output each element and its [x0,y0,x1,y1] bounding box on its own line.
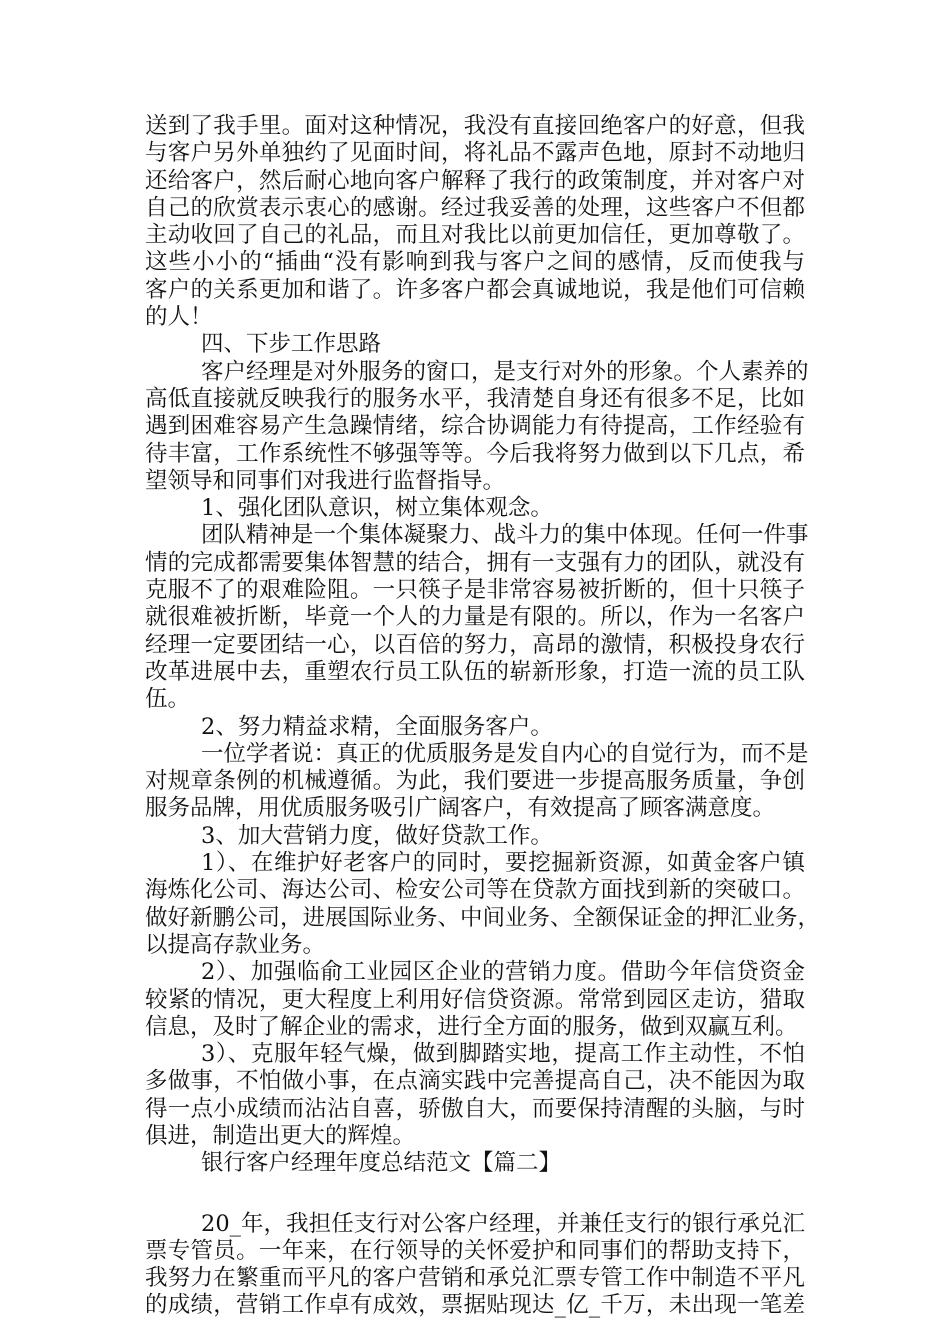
text-line: 望领导和同事们对我进行监督指导。 [145,467,506,494]
text-line: 送到了我手里。面对这种情况，我没有直接回绝客户的好意，但我 [145,113,805,139]
text-line: 20_年，我担任支行对公客户经理，并兼任支行的银行承兑汇 [201,1210,805,1237]
text-line: 情的完成都需要集体智慧的结合，拥有一支强有力的团队，就没有 [145,549,805,576]
text-line: 遇到困难容易产生急躁情绪，综合协调能力有待提高，工作经验有 [145,413,805,440]
text-line: 经理一定要团结一心，以百倍的努力，高昂的激情，积极投身农行 [145,631,805,658]
article-title: 银行客户经理年度总结范文【篇二】 [201,1150,562,1177]
subsection-heading: 1、强化团队意识，树立集体观念。 [201,495,553,522]
text-line: 主动收回了自己的礼品，而且对我比以前更加信任，更加尊敬了。 [145,222,805,249]
text-line: 就很难被折断，毕竟一个人的力量是有限的。所以，作为一名客户 [145,604,805,631]
text-line: 伍。 [145,686,191,713]
text-line: 得一点小成绩而沾沾自喜，骄傲自大，而要保持清醒的头脑，与时 [145,1095,805,1122]
text-line: 一位学者说：真正的优质服务是发自内心的自觉行为，而不是 [201,740,809,767]
text-line: 客户经理是对外服务的窗口，是支行对外的形象。个人素养的 [201,358,809,385]
text-line: 多做事，不怕做小事，在点滴实践中完善提高自己，决不能因为取 [145,1068,805,1095]
text-line: 的人！ [145,304,213,331]
text-line: 票专管员。一年来，在行领导的关怀爱护和同事们的帮助支持下， [145,1237,805,1264]
text-line: 海炼化公司、海达公司、检安公司等在贷款方面找到新的突破口。 [145,877,805,904]
section-heading: 四、下步工作思路 [201,331,382,358]
text-line: 较紧的情况，更大程度上利用好信贷资源。常常到园区走访，猎取 [145,986,805,1013]
text-line: 3）、克服年轻气燥，做到脚踏实地，提高工作主动性，不怕 [201,1041,805,1068]
text-line: 对规章条例的机械遵循。为此，我们要进一步提高服务质量，争创 [145,768,805,795]
text-line: 1）、在维护好老客户的同时，要挖掘新资源，如黄金客户镇 [201,850,805,877]
text-line: 与客户另外单独约了见面时间，将礼品不露声色地，原封不动地归 [145,140,805,167]
text-line: 克服不了的艰难险阻。一只筷子是非常容易被折断的，但十只筷子 [145,577,805,604]
text-line: 改革进展中去，重塑农行员工队伍的崭新形象，打造一流的员工队 [145,658,805,685]
text-line: 以提高存款业务。 [145,931,326,958]
text-line: 自己的欣赏表示衷心的感谢。经过我妥善的处理，这些客户不但都 [145,194,805,221]
subsection-heading: 2、努力精益求精，全面服务客户。 [201,713,553,740]
text-line: 我努力在繁重而平凡的客户营销和承兑汇票专管工作中制造不平凡 [145,1265,805,1292]
text-line: 团队精神是一个集体凝聚力、战斗力的集中体现。任何一件事 [201,522,809,549]
text-line: 客户的关系更加和谐了。许多客户都会真诚地说，我是他们可信赖 [145,276,805,303]
text-line: 这些小小的“插曲“没有影响到我与客户之间的感情，反而使我与 [145,249,805,276]
subsection-heading: 3、加大营销力度，做好贷款工作。 [201,822,553,849]
text-line: 的成绩，营销工作卓有成效，票据贴现达_亿_千万，未出现一笔差 [145,1292,805,1319]
text-line: 信息，及时了解企业的需求，进行全方面的服务，做到双赢互利。 [145,1013,798,1040]
text-line: 俱进，制造出更大的辉煌。 [145,1122,416,1149]
paragraph-gap [145,1178,805,1211]
text-line: 还给客户，然后耐心地向客户解释了我行的政策制度，并对客户对 [145,167,805,194]
text-line: 待丰富，工作系统性不够强等等。今后我将努力做到以下几点，希 [145,440,805,467]
document-page [145,113,821,1320]
text-line: 服务品牌，用优质服务吸引广阔客户，有效提高了顾客满意度。 [145,795,776,822]
text-line: 高低直接就反映我行的服务水平，我清楚自身还有很多不足，比如 [145,385,805,412]
text-line: 2）、加强临俞工业园区企业的营销力度。借助今年信贷资金 [201,959,805,986]
text-line: 做好新鹏公司，进展国际业务、中间业务、全额保证金的押汇业务， [145,904,821,931]
